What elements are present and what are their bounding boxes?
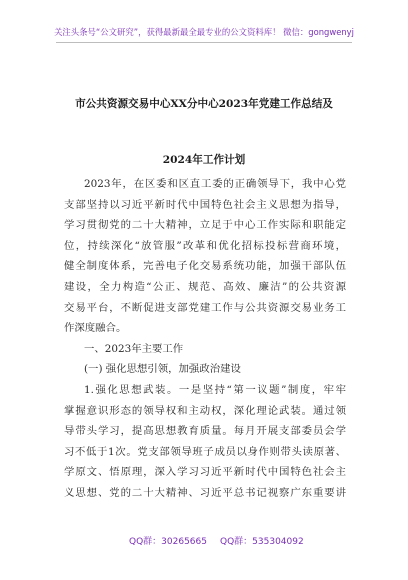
paragraph-line: 1.强化思想武装。一是坚持“第一议题”制度，牢牢: [84, 383, 346, 396]
paragraph-line: 健全制度体系，完善电子化交易系统功能，加强干部队伍: [64, 260, 346, 273]
document-title-line-1: 市公共资源交易中心XX分中心2023年党建工作总结及: [75, 98, 333, 110]
section-heading: 一、2023年主要工作: [84, 342, 184, 355]
subsection-heading: (一) 强化思想引领，加强政治建设: [84, 363, 241, 376]
paragraph-line: 交易平台，不断促进支部党建工作与公共资源交易业务工: [64, 301, 346, 314]
paragraph-line: 2023年，在区委和区直工委的正确领导下，我中心党: [84, 178, 346, 190]
paragraph-line: 建设，全力构造“公正、规范、高效、廉洁”的公共资源: [64, 280, 346, 293]
paragraph-line: 导带头学习，提高思想教育质量。每月开展支部委员会学: [64, 425, 346, 438]
document-title-line-2: 2024年工作计划: [162, 154, 246, 166]
header-divider: [56, 42, 352, 43]
paragraph-line: 学习贯彻党的二十大精神，立足于中心工作实际和职能定: [64, 219, 346, 232]
document-body: [64, 174, 346, 504]
footer-qq-group-2: QQ群：535304092: [220, 537, 304, 547]
paragraph-line: 义思想、党的二十大精神、习近平总书记视察广东重要讲: [64, 486, 346, 499]
footer: [0, 534, 408, 550]
paragraph-line: 习不低于1次。党支部领导班子成员以身作则带头读原著、: [64, 445, 346, 458]
promo-banner: 关注头条号“公文研究”，获得最新最全最专业的公文资料库！ 微信：gongwenyj: [54, 27, 354, 37]
paragraph-line: 位，持续深化“放管服”改革和优化招标投标营商环境，: [64, 239, 346, 252]
paragraph-line: 掌握意识形态的领导权和主动权，深化理论武装。通过领: [64, 404, 346, 417]
paragraph-line: 支部坚持以习近平新时代中国特色社会主义思想为指导，: [64, 198, 346, 211]
paragraph-line: 作深度融合。: [64, 322, 127, 335]
paragraph-line: 学原文、悟原理，深入学习习近平新时代中国特色社会主: [64, 466, 346, 479]
footer-qq-group-1: QQ群：30265665: [129, 537, 207, 547]
